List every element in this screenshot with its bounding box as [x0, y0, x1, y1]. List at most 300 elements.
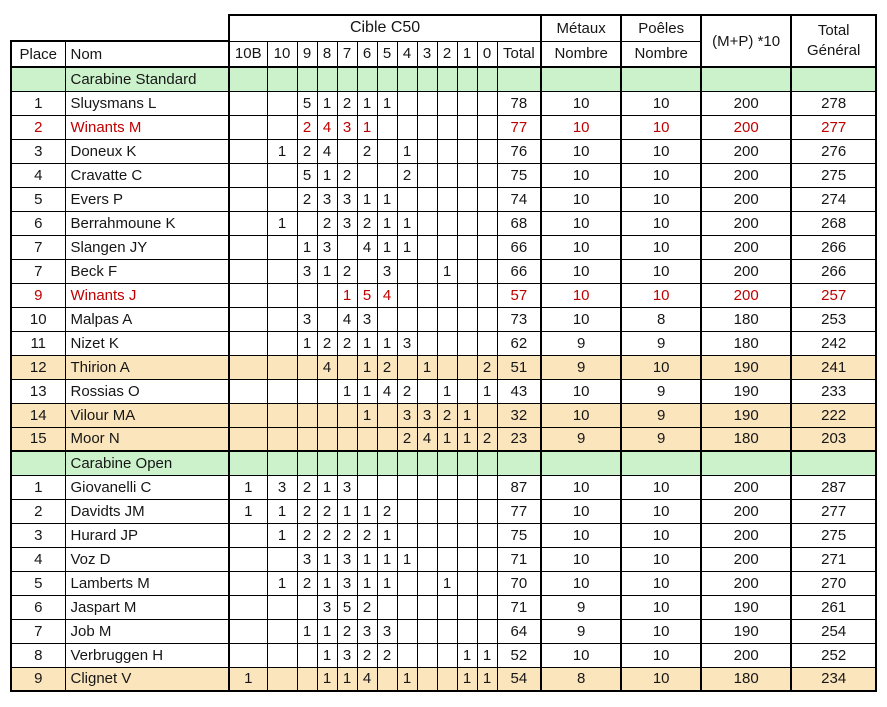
- score-cell: [377, 67, 397, 91]
- score-cell: [457, 139, 477, 163]
- place-cell: [11, 67, 65, 91]
- score-cell: [417, 307, 437, 331]
- score-cell: [229, 427, 267, 451]
- score-cell: [437, 163, 457, 187]
- score-cell: [437, 595, 457, 619]
- score-cell: [267, 307, 297, 331]
- score-cell: [437, 67, 457, 91]
- mp-cell: 200: [701, 235, 791, 259]
- nom-cell: Davidts JM: [65, 499, 229, 523]
- score-cell: 1: [267, 499, 297, 523]
- score-cell: [267, 187, 297, 211]
- metaux-cell: 10: [541, 163, 621, 187]
- place-cell: 2: [11, 115, 65, 139]
- score-cell: 1: [317, 643, 337, 667]
- score-cell: 2: [397, 379, 417, 403]
- poeles-cell: 10: [621, 595, 701, 619]
- mp-cell: 190: [701, 619, 791, 643]
- nom-cell: Giovanelli C: [65, 475, 229, 499]
- total-cell: 76: [497, 139, 541, 163]
- score-cell: [477, 91, 497, 115]
- place-cell: 5: [11, 571, 65, 595]
- total-cell: 66: [497, 259, 541, 283]
- score-col-header-3: 3: [417, 41, 437, 67]
- score-cell: [417, 259, 437, 283]
- score-cell: [477, 475, 497, 499]
- score-cell: 2: [337, 91, 357, 115]
- metaux-cell: 10: [541, 571, 621, 595]
- score-cell: [437, 307, 457, 331]
- total-general-cell: [791, 451, 876, 475]
- score-cell: 2: [397, 163, 417, 187]
- score-cell: [457, 115, 477, 139]
- score-cell: [457, 235, 477, 259]
- score-cell: 2: [297, 139, 317, 163]
- score-cell: 2: [337, 163, 357, 187]
- poeles-cell: [621, 451, 701, 475]
- table-row: [11, 499, 876, 523]
- total-cell: 54: [497, 667, 541, 691]
- total-cell: 51: [497, 355, 541, 379]
- score-cell: [267, 283, 297, 307]
- score-cell: 2: [377, 499, 397, 523]
- place-cell: 4: [11, 163, 65, 187]
- score-cell: 4: [317, 355, 337, 379]
- mp-cell: 180: [701, 307, 791, 331]
- score-cell: 4: [377, 283, 397, 307]
- place-cell: 6: [11, 211, 65, 235]
- table-row: [11, 211, 876, 235]
- score-cell: [267, 595, 297, 619]
- section-header-row: [11, 451, 876, 475]
- table-row: [11, 91, 876, 115]
- total-cell: 73: [497, 307, 541, 331]
- metaux-cell: 9: [541, 619, 621, 643]
- metaux-cell: [541, 451, 621, 475]
- score-cell: [437, 475, 457, 499]
- table-row: [11, 307, 876, 331]
- score-cell: [337, 67, 357, 91]
- mp-cell: 180: [701, 667, 791, 691]
- metaux-cell: 9: [541, 355, 621, 379]
- score-cell: 1: [229, 499, 267, 523]
- score-cell: [457, 91, 477, 115]
- score-cell: 3: [417, 403, 437, 427]
- table-row: [11, 139, 876, 163]
- section-header-row: [11, 67, 876, 91]
- score-cell: [397, 595, 417, 619]
- score-cell: [229, 331, 267, 355]
- score-cell: [457, 307, 477, 331]
- mp-cell: 190: [701, 403, 791, 427]
- score-cell: [377, 115, 397, 139]
- score-col-header-5: 5: [377, 41, 397, 67]
- score-cell: [229, 379, 267, 403]
- total-cell: 77: [497, 115, 541, 139]
- score-cell: 4: [337, 307, 357, 331]
- total-cell: 43: [497, 379, 541, 403]
- metaux-cell: 10: [541, 643, 621, 667]
- score-cell: 1: [477, 643, 497, 667]
- poeles-cell: 10: [621, 475, 701, 499]
- score-cell: 1: [417, 355, 437, 379]
- table-row: [11, 523, 876, 547]
- metaux-cell: 10: [541, 379, 621, 403]
- score-cell: [457, 499, 477, 523]
- nom-cell: Slangen JY: [65, 235, 229, 259]
- score-cell: [377, 451, 397, 475]
- score-cell: [317, 427, 337, 451]
- nom-cell: Clignet V: [65, 667, 229, 691]
- score-cell: 1: [267, 571, 297, 595]
- score-cell: [267, 667, 297, 691]
- score-cell: 2: [357, 523, 377, 547]
- score-cell: [457, 523, 477, 547]
- score-cell: [397, 187, 417, 211]
- metaux-header: Métaux: [541, 15, 621, 41]
- score-cell: 1: [267, 211, 297, 235]
- place-cell: 15: [11, 427, 65, 451]
- score-cell: [337, 427, 357, 451]
- metaux-cell: [541, 67, 621, 91]
- mp-cell: 200: [701, 547, 791, 571]
- score-cell: 2: [297, 475, 317, 499]
- score-cell: 1: [397, 211, 417, 235]
- score-cell: 3: [297, 547, 317, 571]
- poeles-cell: 10: [621, 115, 701, 139]
- score-cell: [377, 163, 397, 187]
- score-cell: [397, 523, 417, 547]
- score-cell: 2: [317, 331, 337, 355]
- score-cell: [297, 355, 317, 379]
- score-cell: 1: [457, 667, 477, 691]
- mp-cell: 200: [701, 211, 791, 235]
- score-cell: [417, 571, 437, 595]
- score-cell: [229, 307, 267, 331]
- score-cell: 1: [337, 667, 357, 691]
- score-cell: 1: [267, 139, 297, 163]
- score-cell: 2: [357, 595, 377, 619]
- score-col-header-2: 2: [437, 41, 457, 67]
- score-cell: 1: [377, 187, 397, 211]
- score-cell: 1: [437, 571, 457, 595]
- score-cell: [477, 451, 497, 475]
- mp-cell: 200: [701, 115, 791, 139]
- score-cell: [437, 211, 457, 235]
- score-cell: 1: [437, 379, 457, 403]
- total-general-cell: 277: [791, 499, 876, 523]
- total-cell: 62: [497, 331, 541, 355]
- score-cell: 2: [297, 187, 317, 211]
- score-cell: [397, 283, 417, 307]
- poeles-cell: 10: [621, 163, 701, 187]
- score-cell: [457, 283, 477, 307]
- section-title-cell: Carabine Standard: [65, 67, 229, 91]
- score-cell: 2: [437, 403, 457, 427]
- poeles-cell: 10: [621, 571, 701, 595]
- metaux-cell: 10: [541, 403, 621, 427]
- score-cell: [457, 547, 477, 571]
- score-cell: [297, 451, 317, 475]
- poeles-header: Poêles: [621, 15, 701, 41]
- score-cell: [357, 451, 377, 475]
- score-cell: [417, 595, 437, 619]
- nom-cell: Rossias O: [65, 379, 229, 403]
- metaux-sub-header: Nombre: [541, 41, 621, 67]
- score-cell: 3: [337, 187, 357, 211]
- total-cell: 23: [497, 427, 541, 451]
- score-cell: 2: [337, 523, 357, 547]
- score-cell: 4: [357, 235, 377, 259]
- place-cell: 5: [11, 187, 65, 211]
- nom-cell: Hurard JP: [65, 523, 229, 547]
- place-cell: 12: [11, 355, 65, 379]
- mp-cell: 200: [701, 163, 791, 187]
- total-general-cell: 266: [791, 259, 876, 283]
- score-cell: [397, 643, 417, 667]
- total-cell: 64: [497, 619, 541, 643]
- score-cell: 1: [317, 619, 337, 643]
- score-cell: [477, 499, 497, 523]
- metaux-cell: 10: [541, 307, 621, 331]
- total-general-cell: 270: [791, 571, 876, 595]
- place-cell: 3: [11, 523, 65, 547]
- poeles-cell: 10: [621, 667, 701, 691]
- results-sheet: [10, 14, 877, 692]
- score-cell: [437, 91, 457, 115]
- score-cell: 1: [337, 379, 357, 403]
- table-row: [11, 619, 876, 643]
- score-cell: [267, 259, 297, 283]
- score-cell: [417, 283, 437, 307]
- score-cell: [229, 115, 267, 139]
- mp-cell: 200: [701, 475, 791, 499]
- score-cell: [267, 331, 297, 355]
- score-cell: [267, 67, 297, 91]
- table-row: [11, 475, 876, 499]
- score-cell: [229, 403, 267, 427]
- total-general-cell: 222: [791, 403, 876, 427]
- score-cell: 2: [297, 499, 317, 523]
- score-cell: 1: [377, 211, 397, 235]
- score-cell: [397, 259, 417, 283]
- total-cell: 57: [497, 283, 541, 307]
- mp-cell: 190: [701, 379, 791, 403]
- score-cell: 2: [357, 139, 377, 163]
- score-cell: 2: [317, 499, 337, 523]
- table-row: [11, 283, 876, 307]
- nom-cell: Voz D: [65, 547, 229, 571]
- nom-cell: Berrahmoune K: [65, 211, 229, 235]
- metaux-cell: 10: [541, 211, 621, 235]
- score-cell: [229, 211, 267, 235]
- score-cell: 1: [297, 235, 317, 259]
- score-cell: [229, 187, 267, 211]
- mp-cell: [701, 67, 791, 91]
- total-general-cell: 261: [791, 595, 876, 619]
- score-cell: 1: [267, 523, 297, 547]
- table-row: [11, 643, 876, 667]
- score-cell: [417, 667, 437, 691]
- metaux-cell: 9: [541, 331, 621, 355]
- score-cell: [267, 451, 297, 475]
- poeles-cell: 10: [621, 139, 701, 163]
- score-col-header-1: 1: [457, 41, 477, 67]
- score-cell: 2: [397, 427, 417, 451]
- score-cell: [357, 67, 377, 91]
- total-general-cell: 257: [791, 283, 876, 307]
- metaux-cell: 10: [541, 235, 621, 259]
- score-cell: 2: [377, 355, 397, 379]
- score-cell: [417, 643, 437, 667]
- score-cell: [457, 619, 477, 643]
- score-cell: [477, 163, 497, 187]
- score-cell: [297, 283, 317, 307]
- total-cell: 71: [497, 547, 541, 571]
- poeles-cell: 10: [621, 523, 701, 547]
- place-cell: 9: [11, 283, 65, 307]
- score-cell: [477, 115, 497, 139]
- score-cell: [297, 427, 317, 451]
- total-cell: 52: [497, 643, 541, 667]
- total-cell: 68: [497, 211, 541, 235]
- table-row: [11, 547, 876, 571]
- score-cell: 1: [357, 547, 377, 571]
- score-cell: 3: [317, 187, 337, 211]
- score-cell: [437, 619, 457, 643]
- score-cell: [477, 235, 497, 259]
- score-cell: [357, 427, 377, 451]
- poeles-cell: 9: [621, 331, 701, 355]
- total-cell: 78: [497, 91, 541, 115]
- score-cell: [267, 235, 297, 259]
- score-cell: [417, 187, 437, 211]
- score-cell: 1: [317, 259, 337, 283]
- header-spacer: [11, 15, 229, 41]
- score-cell: 1: [357, 403, 377, 427]
- score-cell: 1: [457, 643, 477, 667]
- score-cell: 1: [377, 547, 397, 571]
- group-header-row: [11, 15, 876, 41]
- metaux-cell: 10: [541, 499, 621, 523]
- total-general-cell: 241: [791, 355, 876, 379]
- score-cell: 3: [337, 115, 357, 139]
- metaux-cell: 10: [541, 475, 621, 499]
- score-cell: 2: [317, 211, 337, 235]
- nom-cell: Sluysmans L: [65, 91, 229, 115]
- section-title-cell: Carabine Open: [65, 451, 229, 475]
- score-cell: [417, 67, 437, 91]
- metaux-cell: 9: [541, 595, 621, 619]
- nom-cell: Evers P: [65, 187, 229, 211]
- total-cell: 71: [497, 595, 541, 619]
- score-cell: [267, 163, 297, 187]
- score-cell: [317, 379, 337, 403]
- score-cell: [477, 547, 497, 571]
- score-cell: [397, 499, 417, 523]
- metaux-cell: 10: [541, 91, 621, 115]
- metaux-cell: 9: [541, 427, 621, 451]
- place-cell: 7: [11, 619, 65, 643]
- place-cell: 8: [11, 643, 65, 667]
- score-cell: 4: [357, 667, 377, 691]
- score-cell: [337, 139, 357, 163]
- place-cell: 1: [11, 91, 65, 115]
- poeles-sub-header: Nombre: [621, 41, 701, 67]
- score-cell: [397, 91, 417, 115]
- score-cell: 3: [357, 619, 377, 643]
- score-cell: [357, 163, 377, 187]
- poeles-cell: 9: [621, 403, 701, 427]
- score-cell: [229, 163, 267, 187]
- score-cell: [297, 211, 317, 235]
- total-general-cell: 252: [791, 643, 876, 667]
- table-row: [11, 259, 876, 283]
- total-general-cell: 233: [791, 379, 876, 403]
- nom-cell: Winants M: [65, 115, 229, 139]
- nom-cell: Jaspart M: [65, 595, 229, 619]
- score-cell: [317, 283, 337, 307]
- mp-cell: 200: [701, 571, 791, 595]
- total-cell: 87: [497, 475, 541, 499]
- score-cell: 1: [357, 91, 377, 115]
- poeles-cell: 10: [621, 499, 701, 523]
- mp-cell: 200: [701, 259, 791, 283]
- score-col-header-8: 8: [317, 41, 337, 67]
- score-cell: 2: [357, 211, 377, 235]
- score-cell: 4: [417, 427, 437, 451]
- score-cell: [477, 523, 497, 547]
- score-cell: 4: [377, 379, 397, 403]
- mp-cell: 180: [701, 331, 791, 355]
- score-cell: 3: [337, 571, 357, 595]
- score-cell: 3: [397, 331, 417, 355]
- score-cell: [437, 667, 457, 691]
- score-cell: 1: [397, 235, 417, 259]
- score-cell: [417, 379, 437, 403]
- score-cell: 1: [317, 547, 337, 571]
- score-cell: [397, 619, 417, 643]
- score-cell: 1: [357, 115, 377, 139]
- score-col-header-6: 6: [357, 41, 377, 67]
- place-cell: 2: [11, 499, 65, 523]
- score-cell: 3: [377, 259, 397, 283]
- score-col-header-0: 0: [477, 41, 497, 67]
- score-cell: [229, 139, 267, 163]
- score-cell: [437, 523, 457, 547]
- total-cell: 77: [497, 499, 541, 523]
- score-cell: [267, 643, 297, 667]
- score-cell: 1: [477, 379, 497, 403]
- score-cell: [417, 163, 437, 187]
- score-cell: 5: [297, 91, 317, 115]
- place-cell: 11: [11, 331, 65, 355]
- mp-cell: 200: [701, 523, 791, 547]
- score-cell: [267, 355, 297, 379]
- score-cell: [229, 571, 267, 595]
- score-cell: [377, 307, 397, 331]
- nom-cell: Doneux K: [65, 139, 229, 163]
- total-general-cell: 242: [791, 331, 876, 355]
- table-row: [11, 331, 876, 355]
- score-cell: [457, 67, 477, 91]
- place-header: Place: [11, 41, 65, 67]
- score-cell: [417, 523, 437, 547]
- nom-cell: Verbruggen H: [65, 643, 229, 667]
- score-cell: [317, 307, 337, 331]
- score-cell: [377, 595, 397, 619]
- score-cell: [297, 643, 317, 667]
